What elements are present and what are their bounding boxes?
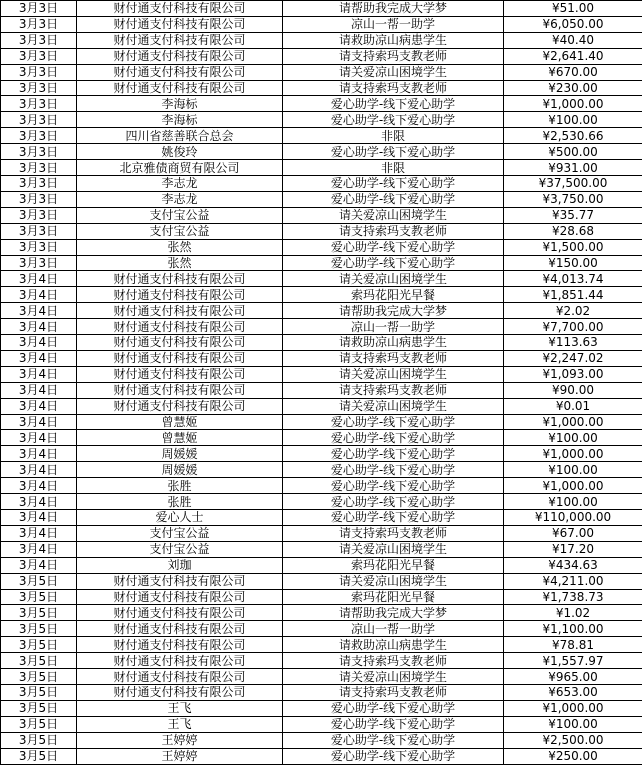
cell-date: 3月4日 — [1, 366, 77, 382]
cell-amount: ¥100.00 — [504, 112, 642, 128]
cell-donor: 财付通支付科技有限公司 — [77, 287, 283, 303]
table-row — [1, 621, 642, 637]
cell-donor: 财付通支付科技有限公司 — [77, 80, 283, 96]
cell-donor: 张然 — [77, 255, 283, 271]
cell-project: 请支持索玛支教老师 — [283, 653, 504, 669]
cell-donor: 财付通支付科技有限公司 — [77, 48, 283, 64]
cell-date: 3月4日 — [1, 303, 77, 319]
table-row — [1, 271, 642, 287]
cell-project: 请关爱凉山困境学生 — [283, 207, 504, 223]
table-row — [1, 653, 642, 669]
cell-amount: ¥1,000.00 — [504, 700, 642, 716]
cell-date: 3月3日 — [1, 223, 77, 239]
cell-project: 索玛花阳光早餐 — [283, 589, 504, 605]
cell-project: 请帮助我完成大学梦 — [283, 303, 504, 319]
cell-donor: 李海标 — [77, 112, 283, 128]
cell-date: 3月3日 — [1, 112, 77, 128]
cell-amount: ¥40.40 — [504, 32, 642, 48]
cell-project: 请关爱凉山困境学生 — [283, 541, 504, 557]
cell-donor: 财付通支付科技有限公司 — [77, 335, 283, 351]
table-row — [1, 573, 642, 589]
cell-date: 3月3日 — [1, 255, 77, 271]
cell-amount: ¥1,000.00 — [504, 414, 642, 430]
cell-amount: ¥1,738.73 — [504, 589, 642, 605]
cell-date: 3月5日 — [1, 589, 77, 605]
cell-project: 爱心助学-线下爱心助学 — [283, 748, 504, 764]
cell-date: 3月4日 — [1, 398, 77, 414]
cell-donor: 支付宝公益 — [77, 541, 283, 557]
cell-project: 请救助凉山病患学生 — [283, 32, 504, 48]
table-row — [1, 669, 642, 685]
cell-project: 爱心助学-线下爱心助学 — [283, 96, 504, 112]
cell-project: 请关爱凉山困境学生 — [283, 669, 504, 685]
cell-amount: ¥434.63 — [504, 557, 642, 573]
cell-project: 请支持索玛支教老师 — [283, 223, 504, 239]
cell-donor: 财付通支付科技有限公司 — [77, 303, 283, 319]
cell-date: 3月4日 — [1, 319, 77, 335]
cell-donor: 财付通支付科技有限公司 — [77, 16, 283, 32]
cell-date: 3月5日 — [1, 669, 77, 685]
cell-amount: ¥67.00 — [504, 525, 642, 541]
cell-date: 3月3日 — [1, 239, 77, 255]
cell-donor: 王飞 — [77, 716, 283, 732]
cell-amount: ¥100.00 — [504, 494, 642, 510]
cell-donor: 周媛媛 — [77, 446, 283, 462]
cell-amount: ¥230.00 — [504, 80, 642, 96]
cell-donor: 财付通支付科技有限公司 — [77, 589, 283, 605]
cell-donor: 财付通支付科技有限公司 — [77, 1, 283, 17]
cell-date: 3月4日 — [1, 414, 77, 430]
cell-project: 请关爱凉山困境学生 — [283, 573, 504, 589]
cell-date: 3月5日 — [1, 700, 77, 716]
cell-project: 爱心助学-线下爱心助学 — [283, 239, 504, 255]
table-row — [1, 303, 642, 319]
table-row — [1, 191, 642, 207]
cell-amount: ¥90.00 — [504, 382, 642, 398]
cell-donor: 支付宝公益 — [77, 207, 283, 223]
cell-project: 非限 — [283, 128, 504, 144]
cell-donor: 张胜 — [77, 478, 283, 494]
cell-project: 请支持索玛支教老师 — [283, 48, 504, 64]
table-row — [1, 239, 642, 255]
cell-date: 3月5日 — [1, 653, 77, 669]
cell-amount: ¥35.77 — [504, 207, 642, 223]
cell-donor: 财付通支付科技有限公司 — [77, 669, 283, 685]
table-row — [1, 684, 642, 700]
cell-project: 请关爱凉山困境学生 — [283, 366, 504, 382]
cell-donor: 四川省慈善联合总会 — [77, 128, 283, 144]
cell-donor: 财付通支付科技有限公司 — [77, 684, 283, 700]
cell-donor: 刘珈 — [77, 557, 283, 573]
cell-donor: 李志龙 — [77, 175, 283, 191]
cell-date: 3月3日 — [1, 96, 77, 112]
cell-project: 请支持索玛支教老师 — [283, 382, 504, 398]
cell-amount: ¥113.63 — [504, 335, 642, 351]
table-row — [1, 319, 642, 335]
cell-date: 3月3日 — [1, 175, 77, 191]
table-row — [1, 478, 642, 494]
cell-project: 爱心助学-线下爱心助学 — [283, 716, 504, 732]
cell-project: 爱心助学-线下爱心助学 — [283, 144, 504, 160]
cell-amount: ¥500.00 — [504, 144, 642, 160]
cell-amount: ¥17.20 — [504, 541, 642, 557]
cell-project: 爱心助学-线下爱心助学 — [283, 255, 504, 271]
cell-amount: ¥2,247.02 — [504, 350, 642, 366]
cell-amount: ¥100.00 — [504, 430, 642, 446]
cell-amount: ¥670.00 — [504, 64, 642, 80]
cell-project: 请关爱凉山困境学生 — [283, 271, 504, 287]
cell-donor: 财付通支付科技有限公司 — [77, 573, 283, 589]
cell-date: 3月5日 — [1, 732, 77, 748]
cell-date: 3月4日 — [1, 462, 77, 478]
cell-amount: ¥250.00 — [504, 748, 642, 764]
cell-project: 爱心助学-线下爱心助学 — [283, 430, 504, 446]
cell-donor: 财付通支付科技有限公司 — [77, 366, 283, 382]
cell-date: 3月3日 — [1, 144, 77, 160]
cell-date: 3月5日 — [1, 716, 77, 732]
cell-donor: 姚俊玲 — [77, 144, 283, 160]
cell-donor: 李海标 — [77, 96, 283, 112]
cell-project: 爱心助学-线下爱心助学 — [283, 175, 504, 191]
table-row — [1, 637, 642, 653]
cell-project: 爱心助学-线下爱心助学 — [283, 510, 504, 526]
table-row — [1, 541, 642, 557]
cell-project: 凉山一帮一助学 — [283, 16, 504, 32]
table-row — [1, 175, 642, 191]
cell-amount: ¥4,013.74 — [504, 271, 642, 287]
cell-project: 请救助凉山病患学生 — [283, 335, 504, 351]
cell-project: 请关爱凉山困境学生 — [283, 398, 504, 414]
cell-donor: 财付通支付科技有限公司 — [77, 398, 283, 414]
cell-project: 爱心助学-线下爱心助学 — [283, 700, 504, 716]
cell-date: 3月4日 — [1, 271, 77, 287]
table-row — [1, 382, 642, 398]
table-row — [1, 398, 642, 414]
cell-project: 非限 — [283, 160, 504, 176]
cell-donor: 财付通支付科技有限公司 — [77, 605, 283, 621]
cell-donor: 周媛媛 — [77, 462, 283, 478]
table-row — [1, 462, 642, 478]
cell-date: 3月3日 — [1, 16, 77, 32]
cell-date: 3月5日 — [1, 605, 77, 621]
cell-date: 3月5日 — [1, 621, 77, 637]
cell-donor: 财付通支付科技有限公司 — [77, 32, 283, 48]
cell-amount: ¥1,100.00 — [504, 621, 642, 637]
cell-date: 3月3日 — [1, 32, 77, 48]
cell-donor: 曾慧姬 — [77, 414, 283, 430]
cell-project: 爱心助学-线下爱心助学 — [283, 414, 504, 430]
cell-amount: ¥1.02 — [504, 605, 642, 621]
cell-amount: ¥1,093.00 — [504, 366, 642, 382]
table-row — [1, 1, 642, 17]
cell-donor: 王婷婷 — [77, 748, 283, 764]
table-row — [1, 96, 642, 112]
table-row — [1, 287, 642, 303]
table-row — [1, 128, 642, 144]
table-row — [1, 160, 642, 176]
cell-amount: ¥2,500.00 — [504, 732, 642, 748]
table-row — [1, 350, 642, 366]
table-row — [1, 335, 642, 351]
cell-donor: 财付通支付科技有限公司 — [77, 271, 283, 287]
cell-amount: ¥51.00 — [504, 1, 642, 17]
table-row — [1, 525, 642, 541]
table-row — [1, 446, 642, 462]
table-row — [1, 32, 642, 48]
cell-project: 爱心助学-线下爱心助学 — [283, 191, 504, 207]
cell-amount: ¥110,000.00 — [504, 510, 642, 526]
table-row — [1, 207, 642, 223]
cell-project: 爱心助学-线下爱心助学 — [283, 732, 504, 748]
donation-table-body — [1, 1, 642, 765]
table-row — [1, 112, 642, 128]
cell-date: 3月4日 — [1, 430, 77, 446]
cell-date: 3月3日 — [1, 160, 77, 176]
cell-date: 3月5日 — [1, 748, 77, 764]
cell-date: 3月3日 — [1, 48, 77, 64]
cell-amount: ¥7,700.00 — [504, 319, 642, 335]
cell-project: 请支持索玛支教老师 — [283, 80, 504, 96]
table-row — [1, 589, 642, 605]
cell-project: 爱心助学-线下爱心助学 — [283, 446, 504, 462]
cell-date: 3月4日 — [1, 510, 77, 526]
cell-amount: ¥3,750.00 — [504, 191, 642, 207]
cell-project: 索玛花阳光早餐 — [283, 557, 504, 573]
cell-donor: 李志龙 — [77, 191, 283, 207]
cell-project: 凉山一帮一助学 — [283, 319, 504, 335]
cell-donor: 支付宝公益 — [77, 223, 283, 239]
cell-amount: ¥965.00 — [504, 669, 642, 685]
cell-date: 3月5日 — [1, 637, 77, 653]
cell-amount: ¥78.81 — [504, 637, 642, 653]
table-row — [1, 64, 642, 80]
table-row — [1, 748, 642, 764]
cell-date: 3月3日 — [1, 207, 77, 223]
cell-date: 3月4日 — [1, 446, 77, 462]
table-row — [1, 732, 642, 748]
table-row — [1, 494, 642, 510]
cell-project: 请救助凉山病患学生 — [283, 637, 504, 653]
cell-donor: 王婷婷 — [77, 732, 283, 748]
cell-donor: 财付通支付科技有限公司 — [77, 621, 283, 637]
cell-date: 3月3日 — [1, 80, 77, 96]
cell-donor: 北京雅债商贸有限公司 — [77, 160, 283, 176]
cell-donor: 王飞 — [77, 700, 283, 716]
table-row — [1, 557, 642, 573]
cell-amount: ¥931.00 — [504, 160, 642, 176]
cell-amount: ¥100.00 — [504, 462, 642, 478]
cell-project: 请支持索玛支教老师 — [283, 684, 504, 700]
cell-project: 请关爱凉山困境学生 — [283, 64, 504, 80]
table-row — [1, 430, 642, 446]
cell-donor: 财付通支付科技有限公司 — [77, 382, 283, 398]
cell-project: 凉山一帮一助学 — [283, 621, 504, 637]
cell-date: 3月4日 — [1, 541, 77, 557]
cell-amount: ¥1,000.00 — [504, 446, 642, 462]
cell-amount: ¥2,530.66 — [504, 128, 642, 144]
table-row — [1, 366, 642, 382]
cell-amount: ¥37,500.00 — [504, 175, 642, 191]
cell-project: 索玛花阳光早餐 — [283, 287, 504, 303]
table-row — [1, 700, 642, 716]
cell-date: 3月4日 — [1, 478, 77, 494]
cell-project: 爱心助学-线下爱心助学 — [283, 478, 504, 494]
cell-amount: ¥2.02 — [504, 303, 642, 319]
cell-donor: 张胜 — [77, 494, 283, 510]
cell-date: 3月3日 — [1, 1, 77, 17]
cell-project: 爱心助学-线下爱心助学 — [283, 462, 504, 478]
cell-date: 3月4日 — [1, 287, 77, 303]
cell-donor: 财付通支付科技有限公司 — [77, 637, 283, 653]
cell-date: 3月3日 — [1, 64, 77, 80]
cell-date: 3月4日 — [1, 350, 77, 366]
cell-date: 3月5日 — [1, 573, 77, 589]
table-row — [1, 80, 642, 96]
cell-donor: 财付通支付科技有限公司 — [77, 350, 283, 366]
cell-amount: ¥1,851.44 — [504, 287, 642, 303]
cell-amount: ¥1,000.00 — [504, 478, 642, 494]
cell-donor: 支付宝公益 — [77, 525, 283, 541]
cell-project: 请支持索玛支教老师 — [283, 350, 504, 366]
table-row — [1, 255, 642, 271]
cell-date: 3月3日 — [1, 191, 77, 207]
cell-amount: ¥0.01 — [504, 398, 642, 414]
cell-amount: ¥1,557.97 — [504, 653, 642, 669]
cell-date: 3月3日 — [1, 128, 77, 144]
cell-amount: ¥653.00 — [504, 684, 642, 700]
cell-project: 请支持索玛支教老师 — [283, 525, 504, 541]
cell-donor: 财付通支付科技有限公司 — [77, 319, 283, 335]
cell-date: 3月4日 — [1, 525, 77, 541]
table-row — [1, 48, 642, 64]
cell-project: 请帮助我完成大学梦 — [283, 605, 504, 621]
cell-date: 3月4日 — [1, 494, 77, 510]
cell-amount: ¥2,641.40 — [504, 48, 642, 64]
table-row — [1, 510, 642, 526]
cell-donor: 财付通支付科技有限公司 — [77, 653, 283, 669]
cell-donor: 曾慧姬 — [77, 430, 283, 446]
cell-project: 请帮助我完成大学梦 — [283, 1, 504, 17]
cell-amount: ¥6,050.00 — [504, 16, 642, 32]
cell-date: 3月4日 — [1, 335, 77, 351]
cell-amount: ¥1,000.00 — [504, 96, 642, 112]
cell-amount: ¥28.68 — [504, 223, 642, 239]
table-row — [1, 414, 642, 430]
cell-amount: ¥150.00 — [504, 255, 642, 271]
cell-donor: 张然 — [77, 239, 283, 255]
table-row — [1, 144, 642, 160]
cell-date: 3月4日 — [1, 382, 77, 398]
table-row — [1, 716, 642, 732]
table-row — [1, 16, 642, 32]
table-row — [1, 223, 642, 239]
cell-project: 爱心助学-线下爱心助学 — [283, 112, 504, 128]
cell-amount: ¥1,500.00 — [504, 239, 642, 255]
cell-amount: ¥4,211.00 — [504, 573, 642, 589]
cell-date: 3月5日 — [1, 684, 77, 700]
table-row — [1, 605, 642, 621]
cell-project: 爱心助学-线下爱心助学 — [283, 494, 504, 510]
cell-date: 3月4日 — [1, 557, 77, 573]
cell-donor: 爱心人士 — [77, 510, 283, 526]
cell-amount: ¥100.00 — [504, 716, 642, 732]
cell-donor: 财付通支付科技有限公司 — [77, 64, 283, 80]
